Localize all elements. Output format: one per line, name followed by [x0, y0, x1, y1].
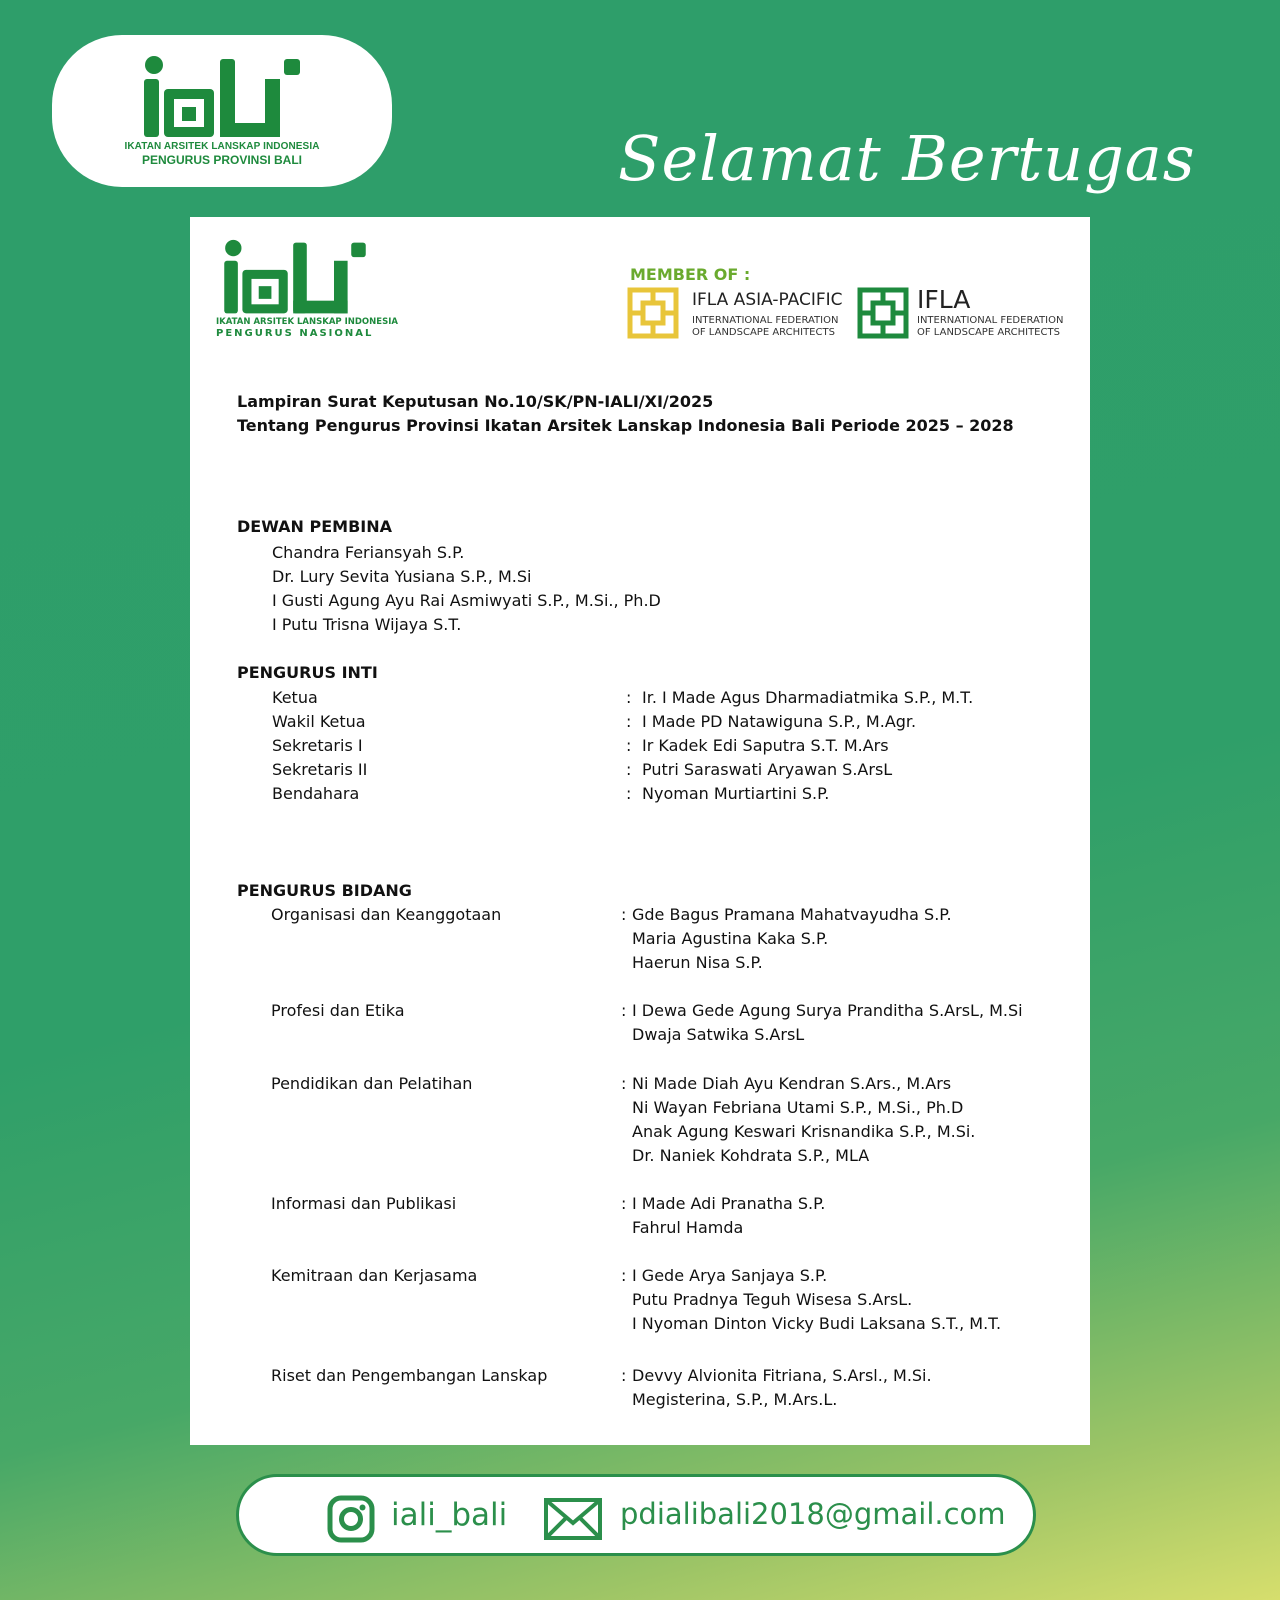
doc-logo-level: PENGURUS NASIONAL	[216, 328, 374, 339]
list-item: Dr. Lury Sevita Yusiana S.P., M.Si	[272, 567, 532, 586]
document-page	[190, 217, 1090, 1445]
member-name: Fahrul Hamda	[632, 1218, 744, 1237]
division-label: Riset dan Pengembangan Lanskap	[271, 1366, 548, 1385]
list-item: I Gusti Agung Ayu Rai Asmiwyati S.P., M.Si., Ph.D	[272, 591, 661, 610]
greeting-heading	[618, 70, 1196, 200]
division-label: Organisasi dan Keanggotaan	[271, 905, 502, 924]
badge-org-region: PENGURUS PROVINSI BALI	[141, 153, 303, 167]
division-label: Pendidikan dan Pelatihan	[271, 1074, 473, 1093]
decree-number: Lampiran Surat Keputusan No.10/SK/PN-IALI/XI/2025	[237, 392, 714, 411]
division-label: Kemitraan dan Kerjasama	[271, 1266, 478, 1285]
member-name: I Made Adi Pranatha S.P.	[632, 1194, 826, 1213]
member-name: Devvy Alvionita Fitriana, S.Arsl., M.Si.	[632, 1366, 932, 1385]
instagram-handle[interactable]: iali_bali	[391, 1497, 508, 1533]
ifla-sub-line1: INTERNATIONAL FEDERATION	[917, 315, 1064, 326]
iali-national-logo-icon	[216, 239, 374, 317]
role-label: Ketua	[272, 688, 318, 707]
ifla-logo-icon	[857, 287, 909, 339]
decree-reference	[237, 390, 1014, 438]
envelope-icon[interactable]	[543, 1497, 603, 1541]
colon: :	[621, 1001, 627, 1020]
colon: :	[626, 760, 632, 779]
role-label: Wakil Ketua	[272, 712, 366, 731]
doc-logo-org-name: IKATAN ARSITEK LANSKAP INDONESIA	[216, 317, 398, 327]
colon: :	[621, 1194, 627, 1213]
member-name: Ir Kadek Edi Saputra S.T. M.Ars	[642, 736, 889, 755]
colon: :	[621, 1366, 627, 1385]
member-name: Haerun Nisa S.P.	[632, 953, 763, 972]
colon: :	[621, 1266, 627, 1285]
ifla-asia-pacific-logo-icon	[627, 287, 679, 339]
colon: :	[621, 905, 627, 924]
colon: :	[621, 1074, 627, 1093]
role-label: Sekretaris II	[272, 760, 368, 779]
instagram-icon[interactable]	[327, 1495, 375, 1543]
member-name: Maria Agustina Kaka S.P.	[632, 929, 829, 948]
greeting-text: Selamat Bertugas	[618, 122, 1196, 195]
list-item: I Putu Trisna Wijaya S.T.	[272, 615, 462, 634]
role-label: Bendahara	[272, 784, 360, 803]
ifla-subtitle	[917, 315, 1063, 339]
decree-subject: Tentang Pengurus Provinsi Ikatan Arsitek Lanskap Indonesia Bali Periode 2025 – 2028	[237, 416, 1014, 435]
member-name: Dr. Naniek Kohdrata S.P., MLA	[632, 1146, 870, 1165]
list-item: Chandra Feriansyah S.P.	[272, 543, 465, 562]
member-name: I Nyoman Dinton Vicky Budi Laksana S.T., M.T.	[632, 1314, 1002, 1333]
member-name: Anak Agung Keswari Krisnandika S.P., M.Si.	[632, 1122, 976, 1141]
role-label: Sekretaris I	[272, 736, 363, 755]
section-dewan-pembina-title: DEWAN PEMBINA	[237, 517, 392, 536]
colon: :	[626, 784, 632, 803]
member-name: Ni Made Diah Ayu Kendran S.Ars., M.Ars	[632, 1074, 952, 1093]
ifla-ap-sub-line1: INTERNATIONAL FEDERATION	[692, 315, 839, 326]
ifla-asia-pacific-name: IFLA ASIA-PACIFIC	[692, 290, 843, 310]
member-name: Ir. I Made Agus Dharmadiatmika S.P., M.T.	[642, 688, 974, 707]
member-name: I Made PD Natawiguna S.P., M.Agr.	[642, 712, 917, 731]
contact-bar	[236, 1474, 1036, 1556]
ifla-asia-pacific-subtitle	[692, 315, 838, 339]
section-pengurus-bidang-title: PENGURUS BIDANG	[237, 881, 412, 900]
iali-bali-badge	[52, 35, 392, 187]
member-name: I Gede Arya Sanjaya S.P.	[632, 1266, 828, 1285]
division-label: Informasi dan Publikasi	[271, 1194, 457, 1213]
member-name: Dwaja Satwika S.ArsL	[632, 1025, 805, 1044]
member-name: Nyoman Murtiartini S.P.	[642, 784, 830, 803]
member-name: I Dewa Gede Agung Surya Pranditha S.ArsL, M.Si	[632, 1001, 1023, 1020]
section-pengurus-inti-title: PENGURUS INTI	[237, 663, 378, 682]
member-name: Putri Saraswati Aryawan S.ArsL	[642, 760, 893, 779]
member-of-label: MEMBER OF :	[630, 265, 751, 284]
ifla-name: IFLA	[917, 285, 971, 314]
division-label: Profesi dan Etika	[271, 1001, 405, 1020]
colon: :	[626, 712, 632, 731]
colon: :	[626, 688, 632, 707]
badge-org-name: IKATAN ARSITEK LANSKAP INDONESIA	[124, 141, 320, 152]
ifla-sub-line2: OF LANDSCAPE ARCHITECTS	[917, 327, 1060, 338]
iali-logo-icon	[140, 55, 304, 141]
member-name: Gde Bagus Pramana Mahatvayudha S.P.	[632, 905, 952, 924]
ifla-ap-sub-line2: OF LANDSCAPE ARCHITECTS	[692, 327, 835, 338]
email-address[interactable]: pdialibali2018@gmail.com	[620, 1497, 1006, 1531]
colon: :	[626, 736, 632, 755]
member-name: Ni Wayan Febriana Utami S.P., M.Si., Ph.D	[632, 1098, 964, 1117]
member-name: Putu Pradnya Teguh Wisesa S.ArsL.	[632, 1290, 913, 1309]
member-name: Megisterina, S.P., M.Ars.L.	[632, 1390, 838, 1409]
